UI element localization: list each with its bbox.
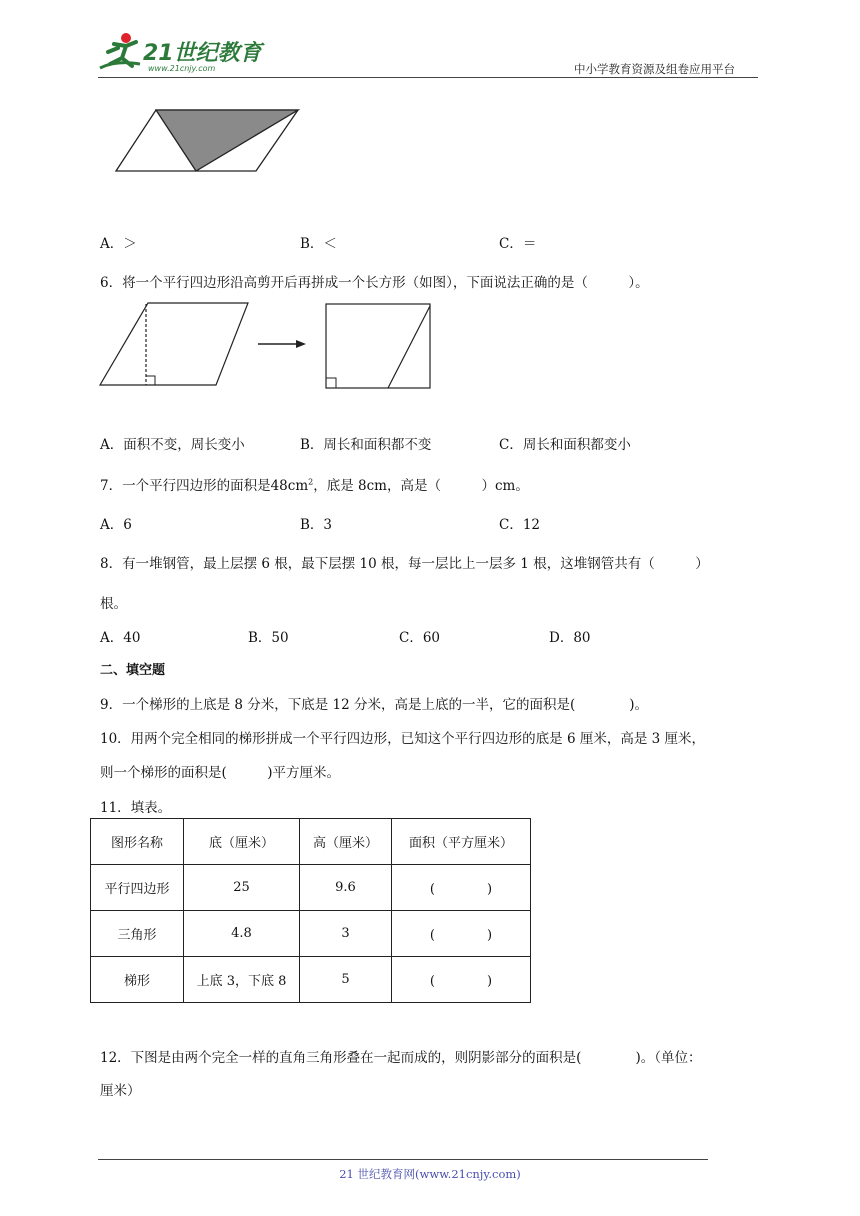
footer-link[interactable]: 21 世纪教育网(www.21cnjy.com) — [339, 1167, 521, 1181]
q6-option-b[interactable]: B．周长和面积都不变 — [300, 437, 432, 453]
table-cell: 三角形 — [91, 911, 184, 957]
q8-option-c[interactable]: C．60 — [399, 630, 441, 646]
q7-option-b[interactable]: B．3 — [300, 517, 333, 533]
table-cell: 平行四边形 — [91, 865, 184, 911]
q12-text-line1: 12．下图是由两个完全一样的直角三角形叠在一起而成的，则阴影部分的面积是( )。（单位： — [100, 1050, 702, 1066]
q6-option-c[interactable]: C．周长和面积都变小 — [499, 437, 631, 453]
table-cell: 4.8 — [184, 911, 300, 957]
table-row — [91, 957, 531, 1003]
q5-parallelogram-figure — [110, 104, 306, 176]
answer-blank[interactable]: ( ) — [392, 957, 531, 1003]
table-header-cell: 图形名称 — [91, 819, 184, 865]
q8-text-line1: 8．有一堆钢管，最上层摆 6 根，最下层摆 10 根，每一层比上一层多 1 根，这堆钢管共有（ ） — [100, 556, 709, 572]
q8-option-a[interactable]: A．40 — [100, 630, 141, 646]
q5-option-c[interactable]: C．＝ — [499, 236, 537, 252]
table-header-cell: 底（厘米） — [184, 819, 300, 865]
q7-option-c[interactable]: C．12 — [499, 517, 541, 533]
q12-text-line2: 厘米） — [100, 1083, 141, 1099]
q10-text-line1: 10．用两个完全相同的梯形拼成一个平行四边形，已知这个平行四边形的底是 6 厘米，高是 3 厘米， — [100, 731, 706, 747]
table-header-row — [91, 819, 531, 865]
q7-text-before: 7．一个平行四边形的面积是48cm — [100, 478, 309, 494]
q6-text: 6．将一个平行四边形沿高剪开后再拼成一个长方形（如图），下面说法正确的是（ ）。 — [100, 275, 649, 291]
q7-option-a[interactable]: A．6 — [100, 517, 132, 533]
table-header-cell: 高（厘米） — [300, 819, 392, 865]
q8-option-b[interactable]: B．50 — [248, 630, 289, 646]
q7-superscript: 2 — [308, 477, 314, 487]
table-cell: 9.6 — [300, 865, 392, 911]
q6-cut-figure — [98, 300, 438, 392]
logo-url: www.21cnjy.com — [148, 64, 216, 73]
table-cell: 3 — [300, 911, 392, 957]
table-row — [91, 865, 531, 911]
table-cell: 梯形 — [91, 957, 184, 1003]
q5-option-a[interactable]: A．＞ — [100, 236, 137, 252]
answer-blank[interactable]: ( ) — [392, 865, 531, 911]
q5-option-b[interactable]: B．＜ — [300, 236, 337, 252]
table-cell: 25 — [184, 865, 300, 911]
q9-text: 9．一个梯形的上底是 8 分米，下底是 12 分米，高是上底的一半，它的面积是( )。 — [100, 697, 649, 713]
q7-text — [100, 474, 529, 494]
table-header-cell: 面积（平方厘米） — [392, 819, 531, 865]
table-cell: 5 — [300, 957, 392, 1003]
q8-text-line2: 根。 — [100, 596, 127, 612]
header-divider — [98, 77, 758, 78]
q11-text: 11．填表。 — [100, 800, 172, 816]
platform-label: 中小学教育资源及组卷应用平台 — [574, 62, 735, 76]
runner-logo-icon — [96, 30, 144, 76]
q11-fill-table — [90, 818, 531, 1003]
q8-option-d[interactable]: D．80 — [549, 630, 591, 646]
section-title-fill-in: 二、填空题 — [100, 663, 166, 678]
footer-divider — [98, 1159, 708, 1160]
q10-text-line2: 则一个梯形的面积是( )平方厘米。 — [100, 765, 341, 781]
table-cell: 上底 3，下底 8 — [184, 957, 300, 1003]
site-logo — [96, 30, 144, 80]
q6-option-a[interactable]: A．面积不变，周长变小 — [100, 437, 245, 453]
logo-text: 21世纪教育 — [143, 41, 262, 66]
table-row — [91, 911, 531, 957]
q7-text-after: ，底是 8cm，高是（ ）cm。 — [313, 478, 529, 494]
answer-blank[interactable]: ( ) — [392, 911, 531, 957]
